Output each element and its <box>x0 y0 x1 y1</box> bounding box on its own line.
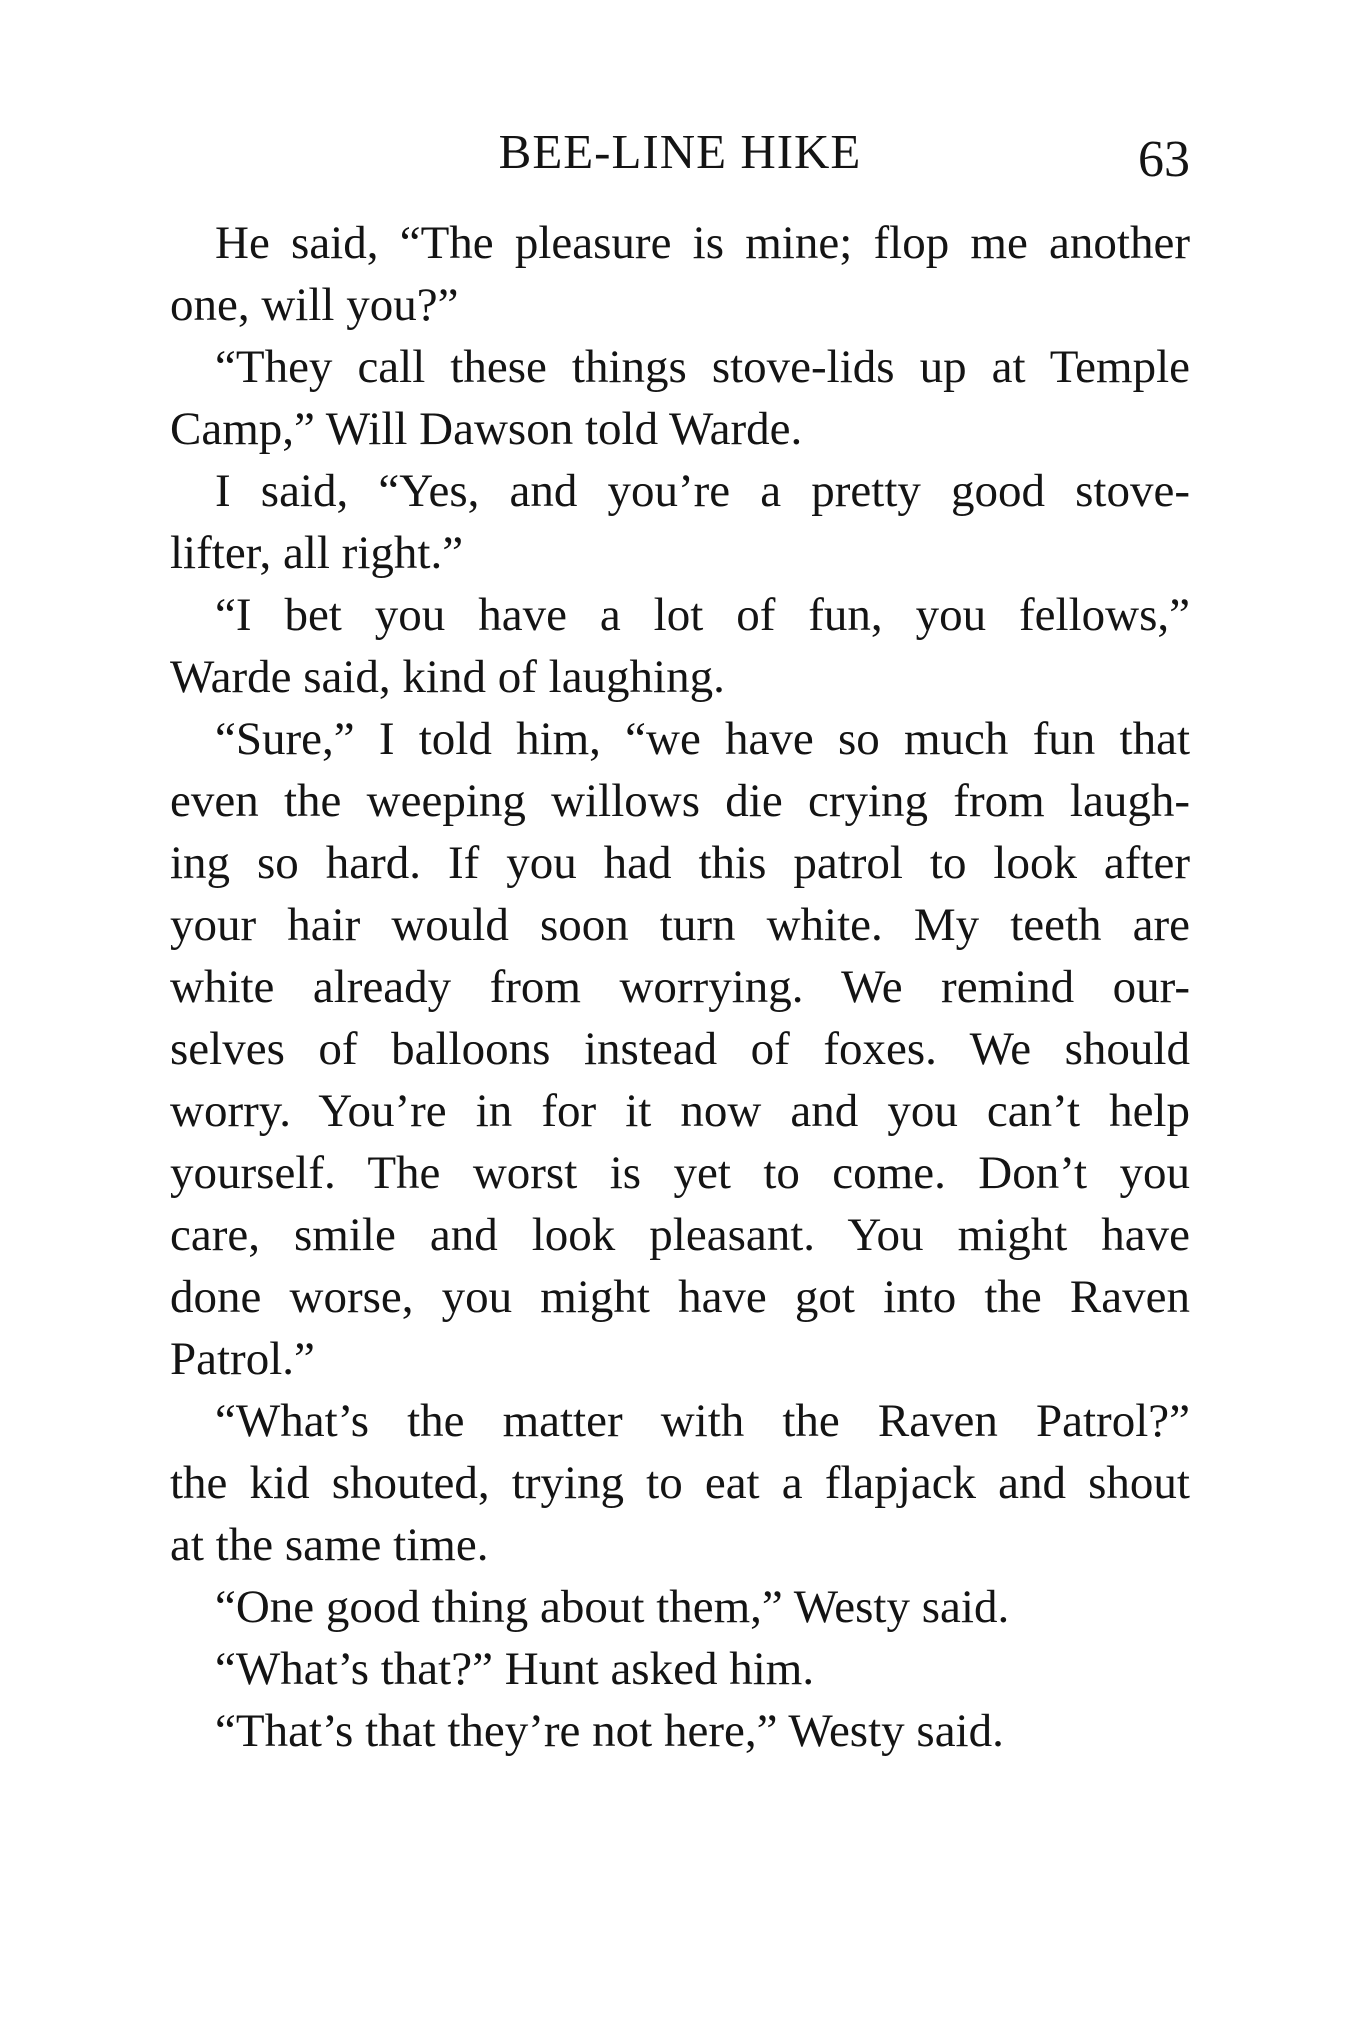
text-line: the kid shouted, trying to eat a flapjack and shout <box>170 1457 1190 1509</box>
text-line: “That’s that they’re not here,” Westy said. <box>215 1705 1004 1757</box>
text-line: “What’s that?” Hunt asked him. <box>215 1643 815 1695</box>
running-title: BEE-LINE HIKE <box>498 124 862 179</box>
text-line: “One good thing about them,” Westy said. <box>215 1581 1010 1633</box>
text-line: your hair would soon turn white. My teeth are <box>170 899 1190 951</box>
text-line: one, will you?” <box>170 279 459 331</box>
text-line: ing so hard. If you had this patrol to look after <box>170 837 1190 889</box>
text-line: yourself. The worst is yet to come. Don’t you <box>170 1147 1190 1199</box>
page-header <box>170 122 1190 192</box>
text-line: even the weeping willows die crying from laugh- <box>170 775 1190 827</box>
text-line: “I bet you have a lot of fun, you fellows,” <box>215 589 1190 641</box>
text-line: Camp,” Will Dawson told Warde. <box>170 403 803 455</box>
text-line: Patrol.” <box>170 1333 315 1385</box>
body-text <box>170 212 1190 1762</box>
text-line: worry. You’re in for it now and you can’t help <box>170 1085 1190 1137</box>
text-line: Warde said, kind of laughing. <box>170 651 725 703</box>
text-line: I said, “Yes, and you’re a pretty good stove- <box>215 465 1190 517</box>
text-line: He said, “The pleasure is mine; flop me another <box>215 217 1190 269</box>
text-line: “Sure,” I told him, “we have so much fun that <box>215 713 1190 765</box>
page-number: 63 <box>1138 131 1190 188</box>
text-line: “What’s the matter with the Raven Patrol?” <box>215 1395 1190 1447</box>
text-line: care, smile and look pleasant. You might have <box>170 1209 1190 1261</box>
text-line: at the same time. <box>170 1519 489 1571</box>
text-line: lifter, all right.” <box>170 527 464 579</box>
text-line: done worse, you might have got into the Raven <box>170 1271 1190 1323</box>
text-line: “They call these things stove-lids up at Temple <box>215 341 1190 393</box>
text-line: white already from worrying. We remind our- <box>170 961 1190 1013</box>
text-line: selves of balloons instead of foxes. We should <box>170 1023 1190 1075</box>
